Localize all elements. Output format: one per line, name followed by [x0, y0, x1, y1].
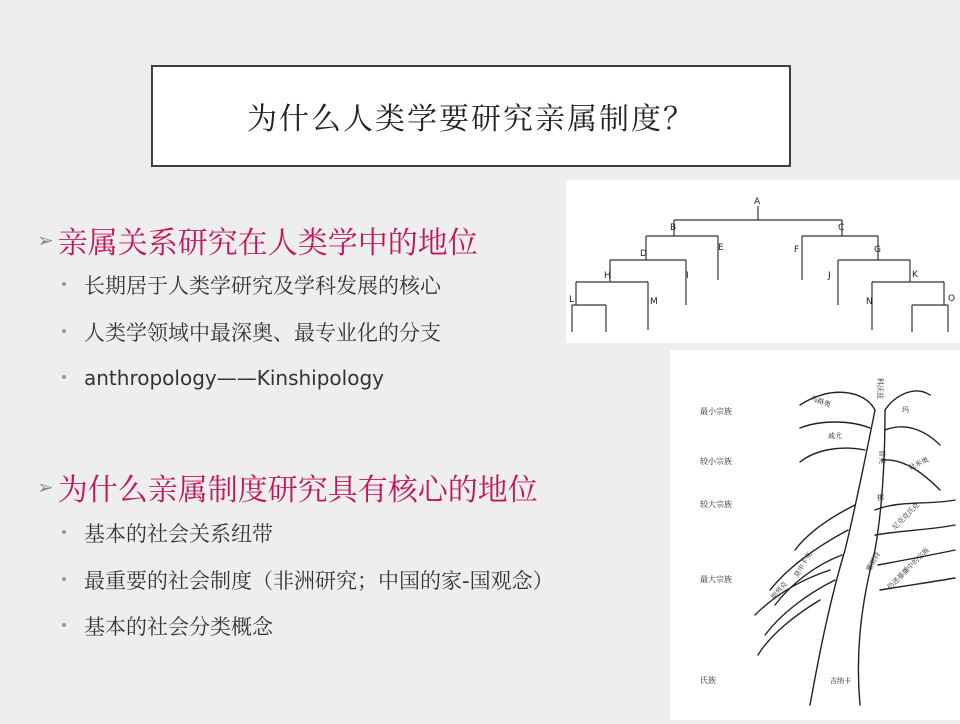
- bullet-text: 长期居于人类学研究及学科发展的核心: [84, 274, 441, 298]
- bullet-text: 人类学领域中最深奥、最专业化的分支: [84, 321, 441, 345]
- node-label: L: [569, 295, 575, 305]
- lineage-tree-svg: [670, 350, 960, 720]
- node-label: A: [754, 197, 761, 207]
- branch-label: 杜米奥: [907, 455, 930, 472]
- dot-bullet-icon: •: [59, 277, 69, 293]
- arrow-bullet-icon: ➢: [37, 228, 54, 252]
- bullet-text: 基本的社会分类概念: [84, 615, 273, 639]
- node-label: B: [670, 223, 677, 233]
- branch-label: 马路奥: [809, 394, 832, 410]
- bullet-item: [58, 611, 273, 641]
- section-heading-1: [37, 218, 478, 262]
- dot-bullet-icon: •: [59, 324, 69, 340]
- bullet-item: [58, 270, 441, 300]
- side-label: 氏族: [700, 676, 716, 685]
- lineage-tree-figure: [670, 350, 960, 720]
- side-label: 较小宗族: [700, 457, 732, 466]
- slide-title: 为什么人类学要研究亲属制度？: [247, 102, 695, 137]
- section-heading-2-text: 为什么亲属制度研究具有核心的地位: [57, 473, 538, 508]
- dot-bullet-icon: •: [59, 572, 69, 588]
- arrow-bullet-icon: ➢: [37, 475, 54, 499]
- node-label: C: [838, 223, 845, 233]
- node-label: N: [866, 297, 873, 307]
- branch-label: 彻列克: [769, 580, 790, 602]
- dot-bullet-icon: •: [59, 370, 69, 386]
- node-label: I: [686, 271, 689, 281]
- node-label: F: [794, 245, 800, 255]
- side-label: 较大宗族: [700, 500, 732, 509]
- branch-label: 珊斯特: [864, 550, 883, 573]
- segmentary-lineage-svg: [566, 180, 960, 343]
- node-label: J: [828, 271, 831, 281]
- bullet-item: [58, 366, 384, 390]
- bullet-text: 最重要的社会制度（非洲研究；中国的家-国观念）: [84, 569, 554, 593]
- node-label: H: [604, 271, 611, 281]
- segmentary-lineage-diagram: [566, 180, 960, 343]
- branch-label: 戚尤: [828, 432, 842, 440]
- title-box: [151, 65, 791, 167]
- branch-label: 科沃兹: [876, 378, 884, 399]
- dot-bullet-icon: •: [59, 618, 69, 634]
- side-label: 最小宗族: [700, 407, 732, 416]
- node-label: O: [948, 294, 956, 304]
- branch-label: 玛: [902, 406, 909, 414]
- branch-label: 吉纳卡: [830, 677, 851, 685]
- node-label: K: [912, 270, 918, 280]
- branch-label: 尼克克氏克: [890, 501, 922, 532]
- section-heading-1-text: 亲属关系研究在人类学中的地位: [57, 226, 478, 261]
- bullet-item: [58, 565, 554, 595]
- bullet-text: 基本的社会关系纽带: [84, 522, 273, 546]
- side-label: 最大宗族: [700, 575, 732, 584]
- branch-label: 仍迷暴播中的宗族: [885, 546, 932, 592]
- bullet-text: anthropology——Kinshipology: [84, 366, 384, 390]
- node-label: M: [650, 297, 658, 307]
- branch-label: 莫申卡克: [792, 550, 814, 579]
- branch-label: 梆: [877, 494, 884, 502]
- bullet-item: [58, 317, 441, 347]
- bullet-item: [58, 518, 273, 548]
- dot-bullet-icon: •: [59, 525, 69, 541]
- section-heading-2: [37, 465, 538, 509]
- node-label: E: [718, 243, 724, 253]
- branch-label: 普奥: [878, 450, 886, 464]
- node-label: D: [640, 249, 647, 259]
- node-label: G: [874, 245, 881, 255]
